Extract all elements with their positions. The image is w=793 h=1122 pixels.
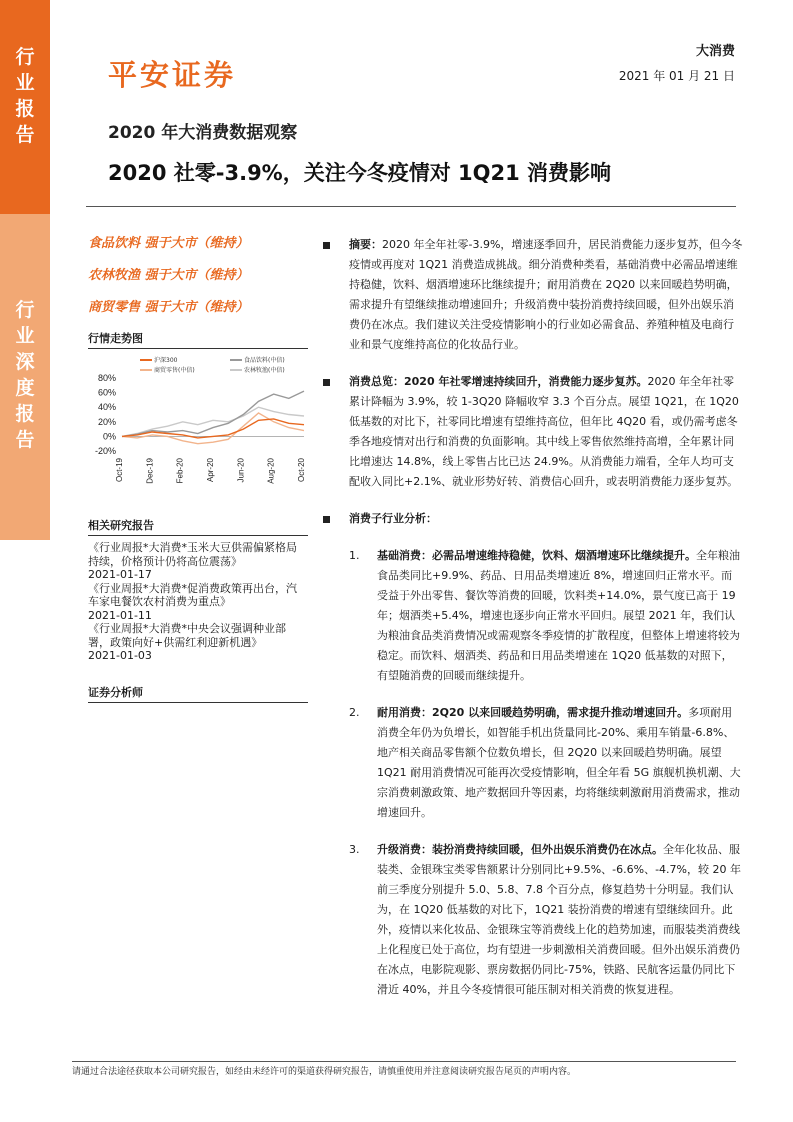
sidebar-top-label: 行 业 报 告 bbox=[15, 46, 35, 146]
related-report-item[interactable]: 《行业周报*大消费*中央会议强调种业部署，政策向好+供需红利迎新机遇》 2021-01-03 bbox=[88, 622, 286, 662]
y-tick-label: 20% bbox=[97, 416, 116, 427]
main-body bbox=[323, 235, 743, 1000]
basic-consumption-item: 1. 基础消费：必需品增速维持稳健，饮料、烟酒增速环比继续提升。全年粮油食品类同比+9.9%、药品、日用品类增速近 8%，增速回归正常水平。而受益于外出零售、餐饮等消费的回暖，饮料类+14.0%，景气度已高于 19 年；烟酒类+5.4%，增速也逐步向正常水平回归。展望 2021 年，我们认为粮油食品类消费情况或需观察冬季疫情的扩散程度，但整体上增速将较为稳定。而饮料、烟酒类、药品和日用品类增速在 1Q20 低基数的对照下，有望随消费的回暖而继续提升。 bbox=[349, 549, 740, 682]
rating-retail: 商贸零售 强于大市（维持） bbox=[88, 300, 249, 315]
x-tick-label: Oct-20 bbox=[297, 458, 306, 483]
report-subtitle: 2020 年大消费数据观察 bbox=[108, 123, 298, 143]
sidebar-bottom-label: 行 业 深 度 报 告 bbox=[15, 299, 35, 451]
chart-section-title: 行情走势图 bbox=[88, 330, 308, 349]
legend-label: 沪深300 bbox=[154, 357, 178, 364]
company-logo: 平安证券 bbox=[108, 58, 237, 92]
y-tick-label: 0% bbox=[102, 431, 116, 442]
rating-agriculture: 农林牧渔 强于大市（维持） bbox=[88, 268, 249, 283]
related-reports-list bbox=[88, 541, 300, 663]
y-tick-label: -20% bbox=[94, 446, 116, 456]
footer-disclaimer: 请通过合法途径获取本公司研究报告，如经由未经许可的渠道获得研究报告，请慎重使用并注意阅读研究报告尾页的声明内容。 bbox=[72, 1067, 577, 1077]
legend-label: 农林牧渔(中信) bbox=[244, 367, 285, 374]
report-date: 2021 年 01 月 21 日 bbox=[618, 69, 735, 83]
x-tick-label: Jun-20 bbox=[236, 458, 246, 483]
rating-food-beverage: 食品饮料 强于大市（维持） bbox=[88, 236, 249, 251]
header-divider bbox=[86, 206, 736, 207]
market-trend-chart bbox=[86, 354, 312, 504]
x-tick-label: Feb-20 bbox=[175, 458, 185, 484]
footer-divider bbox=[72, 1061, 736, 1062]
bullet-square-icon bbox=[323, 516, 330, 523]
y-tick-label: 80% bbox=[97, 373, 116, 383]
summary-paragraph: 摘要：2020 年全年社零-3.9%，增速逐季回升，居民消费能力逐步复苏，但今冬疫情或再度对 1Q21 消费造成挑战。细分消费种类看，基础消费中必需品增速维持稳健，饮料、烟酒增速环比继续提升；耐用消费在 2Q20 以来回暖趋势明确，需求提升有望继续推动增速回升；升级消费中装扮消费持续回暖，但外出娱乐消费仍在冰点。我们建议关注受疫情影响小的行业如必需食品、养殖种植及电商行业和景气度维持高位的化妆品行业。 bbox=[323, 235, 743, 355]
y-tick-label: 60% bbox=[97, 387, 116, 398]
upgrade-consumption-item: 3. 升级消费：装扮消费持续回暖，但外出娱乐消费仍在冰点。全年化妆品、服装类、金银珠宝类零售额累计分别同比+9.5%、-6.6%、-4.7%，较 20 年前三季度分别提升 5.0、5.8、7.8 个百分点，修复趋势十分明显。我们认为，在 1Q20 低基数的对比下，1Q21 装扮消费的增速有望继续回升。此外，疫情以来化妆品、金银珠宝等消费线上化的趋势加速，而服装类消费线上化程度已处于高位，均有望进一步刺激相关消费回暖。但外出娱乐消费仍在冰点，电影院观影、票房数据仍同比-75%，铁路、民航客运量仍同比下滑近 40%，并且今冬疫情很可能压制对相关消费的恢复进程。 bbox=[349, 843, 741, 996]
x-tick-label: Apr-20 bbox=[206, 458, 215, 483]
related-reports-title: 相关研究报告 bbox=[88, 517, 308, 536]
durable-consumption-item: 2. 耐用消费：2Q20 以来回暖趋势明确，需求提升推动增速回升。多项耐用消费全年仍为负增长，如智能手机出货量同比-20%、乘用车销量-6.8%、地产相关商品零售额个位数负增长，但 2Q20 以来回暖趋势明确。展望 1Q21 耐用消费情况可能再次受疫情影响，但全年看 5G 旗舰机换机潮、大宗消费刺激政策、地产数据回升等因素，均将继续刺激耐用消费需求，推动增速回升。 bbox=[349, 706, 741, 819]
bullet-square-icon bbox=[323, 379, 330, 386]
legend-label: 食品饮料(中信) bbox=[244, 357, 285, 364]
related-report-item[interactable]: 《行业周报*大消费*玉米大豆供需偏紧格局持续，价格预计仍将高位震荡》 2021-01-17 bbox=[88, 541, 297, 581]
related-report-item[interactable]: 《行业周报*大消费*促消费政策再出台，汽车家电餐饮农村消费为重点》 2021-01-11 bbox=[88, 581, 297, 622]
y-tick-label: 40% bbox=[97, 402, 116, 413]
report-category: 大消费 bbox=[695, 44, 735, 59]
analyst-section-title: 证券分析师 bbox=[88, 684, 308, 703]
report-title: 2020 社零-3.9%，关注今冬疫情对 1Q21 消费影响 bbox=[108, 161, 612, 185]
x-tick-label: Dec-19 bbox=[145, 458, 155, 484]
legend-label: 商贸零售(中信) bbox=[154, 367, 195, 374]
x-tick-label: Oct-19 bbox=[115, 458, 124, 483]
x-tick-label: Aug-20 bbox=[266, 458, 276, 484]
bullet-square-icon bbox=[323, 242, 330, 249]
sub-industry-heading: 消费子行业分析： bbox=[323, 509, 743, 529]
overview-paragraph: 消费总览：2020 年社零增速持续回升，消费能力逐步复苏。2020 年全年社零累计降幅为 3.9%，较 1-3Q20 降幅收窄 3.3 个百分点。展望 1Q21，在 1Q20 低基数的对比下，社零同比增速有望维持高位，但年比 4Q20 看，或仍需考虑冬季各地疫情对出行和消费的负面影响。其中线上零售依然维持高增，全年累计同比增速达 14.8%，线上零售占比已达 24.9%。从消费能力端看，全年人均可支配收入同比+2.1%、就业形势好转、消费信心回升，或表明消费能力逐步复苏。 bbox=[323, 372, 743, 492]
